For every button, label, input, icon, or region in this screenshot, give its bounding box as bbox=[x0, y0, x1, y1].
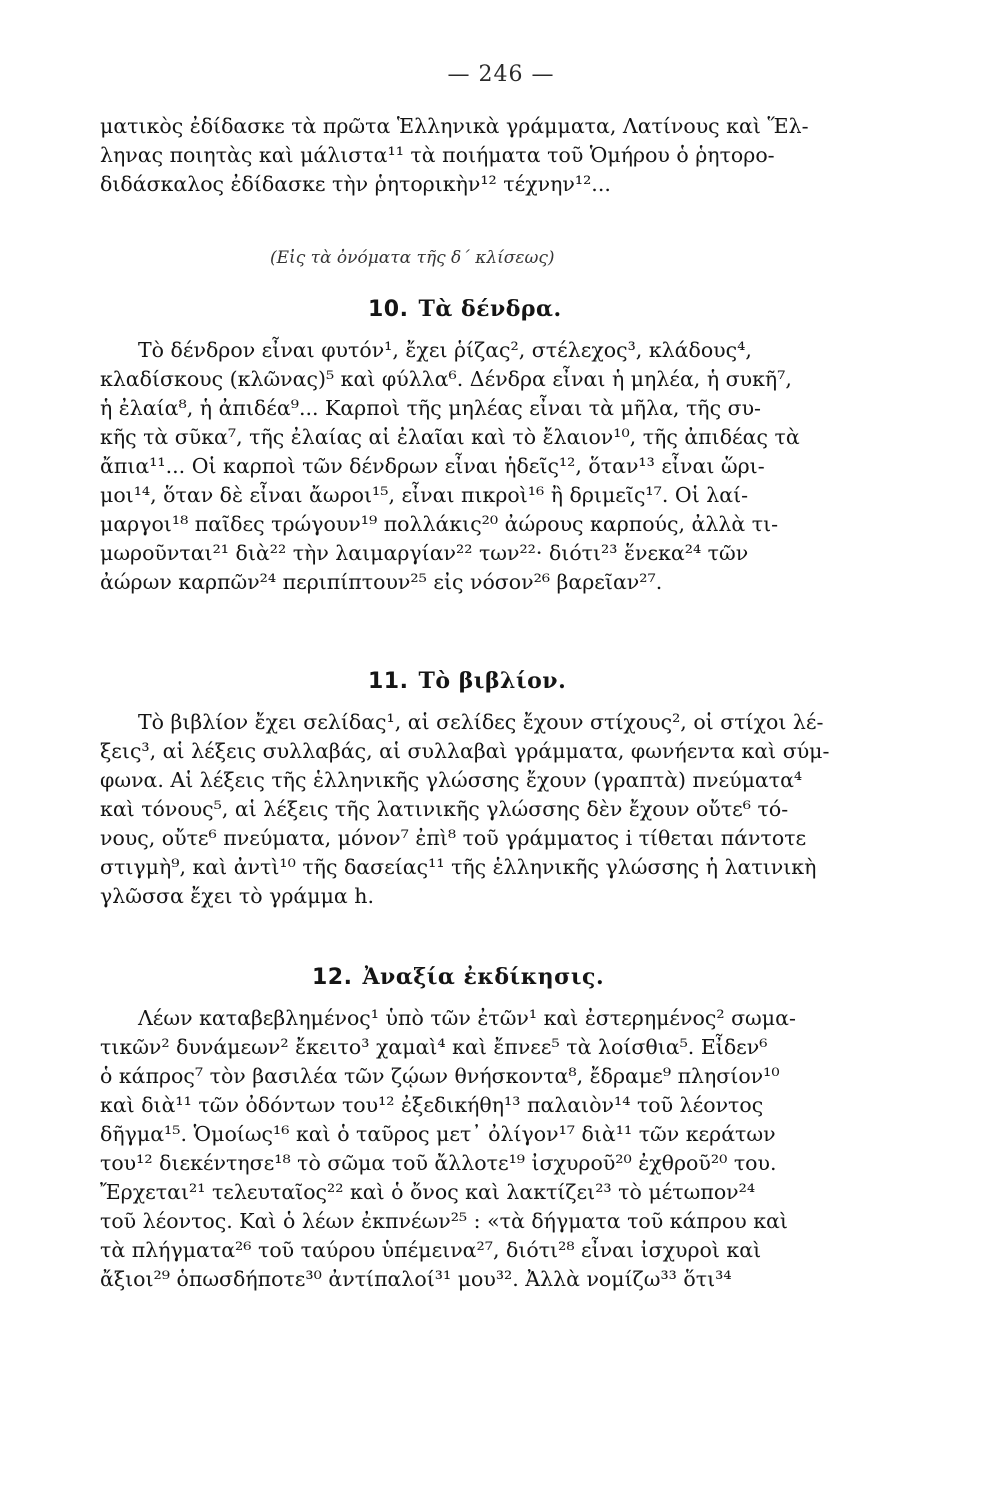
text-line: κλαδίσκους (κλῶνας)⁵ καὶ φύλλα⁶. Δένδρα εἶναι ἡ μηλέα, ἡ συκῆ⁷, bbox=[100, 367, 792, 391]
section-number: 10. bbox=[368, 297, 409, 322]
text-line: δῆγμα¹⁵. Ὁμοίως¹⁶ καὶ ὁ ταῦρος μετ᾽ ὀλίγον¹⁷ διὰ¹¹ τῶν κεράτων bbox=[100, 1122, 776, 1146]
text-line: καὶ διὰ¹¹ τῶν ὀδόντων του¹² ἐξεδικήθη¹³ παλαιὸν¹⁴ τοῦ λέοντος bbox=[100, 1093, 764, 1117]
text-line: του¹² διεκέντησε¹⁸ τὸ σῶμα τοῦ ἄλλοτε¹⁹ ἰσχυροῦ²⁰ ἐχθροῦ²⁰ του. bbox=[100, 1151, 777, 1175]
text-line: ἡ ἐλαία⁸, ἡ ἀπιδέα⁹... Καρποὶ τῆς μηλέας εἶναι τὰ μῆλα, τῆς συ- bbox=[100, 396, 761, 420]
section-10-text bbox=[100, 336, 920, 597]
section-12-text bbox=[100, 1004, 920, 1294]
text-line: φωνα. Αἱ λέξεις τῆς ἑλληνικῆς γλώσσης ἔχουν (γραπτὰ) πνεύματα⁴ bbox=[100, 768, 803, 792]
text-line: ἀώρων καρπῶν²⁴ περιπίπτουν²⁵ εἰς νόσον²⁶ βαρεῖαν²⁷. bbox=[100, 570, 663, 594]
text-line: ματικὸς ἐδίδασκε τὰ πρῶτα Ἑλληνικὰ γράμματα, Λατίνους καὶ Ἕλ- bbox=[100, 114, 809, 138]
text-line: καὶ τόνους⁵, αἱ λέξεις τῆς λατινικῆς γλώσσης δὲν ἔχουν οὔτε⁶ τό- bbox=[100, 797, 789, 821]
intro-paragraph bbox=[100, 112, 920, 199]
text-line: ὁ κάπρος⁷ τὸν βασιλέα τῶν ζῴων θνήσκοντα⁸, ἔδραμε⁹ πλησίον¹⁰ bbox=[100, 1064, 780, 1088]
text-line: μοι¹⁴, ὅταν δὲ εἶναι ἄωροι¹⁵, εἶναι πικροὶ¹⁶ ἢ δριμεῖς¹⁷. Οἱ λαί- bbox=[100, 483, 749, 507]
section-number: 11. bbox=[368, 669, 409, 694]
text-line: νους, οὔτε⁶ πνεύματα, μόνον⁷ ἐπὶ⁸ τοῦ γράμματος i τίθεται πάντοτε bbox=[100, 826, 807, 850]
text-line: τοῦ λέοντος. Καὶ ὁ λέων ἐκπνέων²⁵ : «τὰ δήγματα τοῦ κάπρου καὶ bbox=[100, 1209, 788, 1233]
section-title: Ἀναξία ἐκδίκησις. bbox=[362, 964, 605, 990]
section-heading bbox=[100, 668, 920, 694]
note-text: (Εἰς τὰ ὀνόματα τῆς δ΄ κλίσεως) bbox=[270, 248, 555, 268]
text-line: ἄξιοι²⁹ ὁπωσδήποτε³⁰ ἀντίπαλοί³¹ μου³². Ἀλλὰ νομίζω³³ ὅτι³⁴ bbox=[100, 1267, 732, 1291]
section-heading bbox=[100, 964, 920, 990]
text-line: τὰ πλήγματα²⁶ τοῦ ταύρου ὑπέμεινα²⁷, διότι²⁸ εἶναι ἰσχυροὶ καὶ bbox=[100, 1238, 762, 1262]
text-line: ξεις³, αἱ λέξεις συλλαβάς, αἱ συλλαβαὶ γράμματα, φωνήεντα καὶ σύμ- bbox=[100, 739, 830, 763]
text-line: μωροῦνται²¹ διὰ²² τὴν λαιμαργίαν²² των²²· διότι²³ ἕνεκα²⁴ τῶν bbox=[100, 541, 749, 565]
section-number: 12. bbox=[312, 965, 353, 990]
text-line: μαργοι¹⁸ παῖδες τρώγουν¹⁹ πολλάκις²⁰ ἀώρους καρπούς, ἀλλὰ τι- bbox=[100, 512, 779, 536]
section-title: Τὸ βιβλίον. bbox=[418, 668, 567, 694]
text-line: Τὸ δένδρον εἶναι φυτόν¹, ἔχει ῥίζας², στέλεχος³, κλάδους⁴, bbox=[138, 338, 752, 362]
text-line: ἄπια¹¹... Οἱ καρποὶ τῶν δένδρων εἶναι ἡδεῖς¹², ὅταν¹³ εἶναι ὥρι- bbox=[100, 454, 765, 478]
text-line: διδάσκαλος ἐδίδασκε τὴν ῥητορικὴν¹² τέχνην¹²... bbox=[100, 172, 611, 196]
section-11-text bbox=[100, 708, 920, 911]
grammar-note bbox=[100, 248, 920, 268]
page-number: — 246 — bbox=[447, 62, 555, 87]
text-line: γλῶσσα ἔχει τὸ γράμμα h. bbox=[100, 884, 374, 908]
section-heading bbox=[100, 296, 920, 322]
text-line: τικῶν² δυνάμεων² ἔκειτο³ χαμαὶ⁴ καὶ ἔπνεε⁵ τὰ λοίσθια⁵. Εἶδεν⁶ bbox=[100, 1035, 768, 1059]
text-line: Τὸ βιβλίον ἔχει σελίδας¹, αἱ σελίδες ἔχουν στίχους², οἱ στίχοι λέ- bbox=[138, 710, 824, 734]
text-line: στιγμὴ⁹, καὶ ἀντὶ¹⁰ τῆς δασείας¹¹ τῆς ἑλληνικῆς γλώσσης ἡ λατινικὴ bbox=[100, 855, 817, 879]
section-10-heading bbox=[100, 296, 920, 322]
section-title: Τὰ δένδρα. bbox=[418, 296, 562, 322]
text-line: Λέων καταβεβλημένος¹ ὑπὸ τῶν ἐτῶν¹ καὶ ἐστερημένος² σωμα- bbox=[138, 1006, 796, 1030]
section-11-heading bbox=[100, 668, 920, 694]
text-line: ληνας ποιητὰς καὶ μάλιστα¹¹ τὰ ποιήματα τοῦ Ὁμήρου ὁ ῥητορο- bbox=[100, 143, 775, 167]
text-line: κῆς τὰ σῦκα⁷, τῆς ἐλαίας αἱ ἐλαῖαι καὶ τὸ ἔλαιον¹⁰, τῆς ἀπιδέας τὰ bbox=[100, 425, 800, 449]
section-12-heading bbox=[100, 964, 920, 990]
text-line: Ἔρχεται²¹ τελευταῖος²² καὶ ὁ ὄνος καὶ λακτίζει²³ τὸ μέτωπον²⁴ bbox=[100, 1180, 756, 1204]
